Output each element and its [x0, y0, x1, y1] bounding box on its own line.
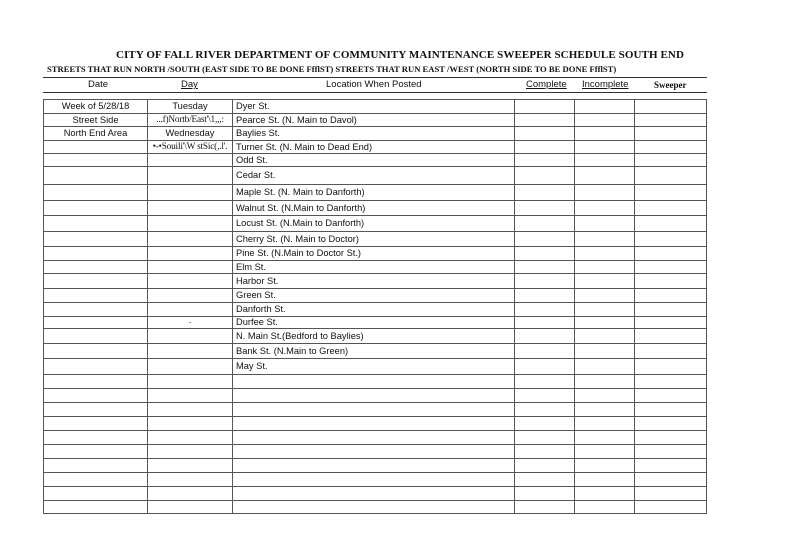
day-cell: Wednesday: [148, 127, 233, 141]
incomplete-cell: [575, 247, 635, 261]
day-cell: ·: [148, 317, 233, 329]
schedule-table: [43, 99, 707, 514]
date-cell: [44, 232, 148, 247]
incomplete-cell: [575, 303, 635, 317]
location-cell: Pine St. (N.Main to Doctor St.): [233, 247, 515, 261]
day-cell: [148, 329, 233, 344]
table-row: [44, 247, 707, 261]
day-cell: [148, 216, 233, 232]
location-cell: Baylies St.: [233, 127, 515, 141]
date-cell: [44, 375, 148, 389]
complete-cell: [515, 154, 575, 167]
incomplete-cell: [575, 375, 635, 389]
complete-cell: [515, 344, 575, 359]
header-day: Day: [181, 79, 198, 90]
location-cell: Pearce St. (N. Main to Davol): [233, 114, 515, 127]
complete-cell: [515, 141, 575, 154]
header-top-rule: [43, 77, 707, 78]
table-row: [44, 154, 707, 167]
complete-cell: [515, 216, 575, 232]
day-cell: [148, 185, 233, 201]
table-row: [44, 473, 707, 487]
sweeper-cell: [635, 459, 707, 473]
table-row: [44, 303, 707, 317]
day-cell: [148, 289, 233, 303]
date-cell: [44, 417, 148, 431]
date-cell: [44, 403, 148, 417]
day-cell: [148, 473, 233, 487]
date-cell: [44, 303, 148, 317]
table-row: [44, 185, 707, 201]
complete-cell: [515, 431, 575, 445]
complete-cell: [515, 232, 575, 247]
date-cell: North End Area: [44, 127, 148, 141]
day-cell: [148, 389, 233, 403]
date-cell: [44, 289, 148, 303]
date-cell: [44, 473, 148, 487]
sweeper-cell: [635, 303, 707, 317]
date-cell: [44, 141, 148, 154]
day-cell: [148, 359, 233, 375]
location-cell: Locust St. (N.Main to Danforth): [233, 216, 515, 232]
location-cell: [233, 445, 515, 459]
complete-cell: [515, 317, 575, 329]
table-row: [44, 487, 707, 501]
sweeper-cell: [635, 289, 707, 303]
incomplete-cell: [575, 431, 635, 445]
complete-cell: [515, 501, 575, 514]
incomplete-cell: [575, 389, 635, 403]
complete-cell: [515, 114, 575, 127]
table-row: [44, 431, 707, 445]
complete-cell: [515, 261, 575, 274]
table-row: [44, 289, 707, 303]
incomplete-cell: [575, 232, 635, 247]
sweeper-cell: [635, 185, 707, 201]
table-row: [44, 141, 707, 154]
location-cell: Cherry St. (N. Main to Doctor): [233, 232, 515, 247]
sweeper-cell: [635, 389, 707, 403]
date-cell: [44, 167, 148, 185]
day-cell: [148, 417, 233, 431]
header-date: Date: [88, 79, 109, 90]
incomplete-cell: [575, 501, 635, 514]
sweeper-cell: [635, 201, 707, 216]
incomplete-cell: [575, 344, 635, 359]
complete-cell: [515, 403, 575, 417]
date-cell: [44, 274, 148, 289]
location-cell: N. Main St.(Bedford to Baylies): [233, 329, 515, 344]
location-cell: [233, 375, 515, 389]
location-cell: [233, 431, 515, 445]
sweeper-cell: [635, 501, 707, 514]
sweeper-cell: [635, 431, 707, 445]
location-cell: Green St.: [233, 289, 515, 303]
complete-cell: [515, 417, 575, 431]
location-cell: [233, 501, 515, 514]
day-cell: [148, 167, 233, 185]
incomplete-cell: [575, 100, 635, 114]
date-cell: Week of 5/28/18: [44, 100, 148, 114]
date-cell: [44, 317, 148, 329]
complete-cell: [515, 375, 575, 389]
sweeper-cell: [635, 445, 707, 459]
sweeper-cell: [635, 127, 707, 141]
incomplete-cell: [575, 445, 635, 459]
table-row: [44, 201, 707, 216]
table-row: [44, 501, 707, 514]
complete-cell: [515, 389, 575, 403]
document-subtitle: STREETS THAT RUN NORTH /SOUTH (EAST SIDE TO BE DONE FfflST) STREETS THAT RUN EAST /WEST (NORTH SIDE TO BE DONE FfflST): [47, 64, 617, 74]
schedule-table-body: [44, 100, 707, 514]
day-cell: [148, 375, 233, 389]
location-cell: Cedar St.: [233, 167, 515, 185]
incomplete-cell: [575, 403, 635, 417]
sweeper-cell: [635, 329, 707, 344]
table-row: [44, 274, 707, 289]
location-cell: May St.: [233, 359, 515, 375]
date-cell: [44, 329, 148, 344]
incomplete-cell: [575, 329, 635, 344]
complete-cell: [515, 167, 575, 185]
day-cell: Tuesday: [148, 100, 233, 114]
day-cell: [148, 403, 233, 417]
day-cell: [148, 232, 233, 247]
incomplete-cell: [575, 317, 635, 329]
sweeper-cell: [635, 274, 707, 289]
sweeper-cell: [635, 232, 707, 247]
table-row: [44, 317, 707, 329]
location-cell: Turner St. (N. Main to Dead End): [233, 141, 515, 154]
incomplete-cell: [575, 216, 635, 232]
day-cell: [148, 201, 233, 216]
location-cell: [233, 459, 515, 473]
location-cell: [233, 417, 515, 431]
date-cell: [44, 216, 148, 232]
header-bottom-rule: [43, 92, 707, 93]
sweeper-cell: [635, 216, 707, 232]
sweeper-cell: [635, 261, 707, 274]
day-cell: ...f)Nortb/East'\1,,,:: [148, 114, 233, 127]
sweeper-cell: [635, 403, 707, 417]
incomplete-cell: [575, 167, 635, 185]
table-row: [44, 329, 707, 344]
date-cell: [44, 445, 148, 459]
incomplete-cell: [575, 261, 635, 274]
table-row: [44, 344, 707, 359]
incomplete-cell: [575, 487, 635, 501]
day-cell: [148, 274, 233, 289]
sweeper-cell: [635, 359, 707, 375]
complete-cell: [515, 185, 575, 201]
sweeper-cell: [635, 114, 707, 127]
incomplete-cell: [575, 289, 635, 303]
complete-cell: [515, 359, 575, 375]
location-cell: [233, 403, 515, 417]
incomplete-cell: [575, 141, 635, 154]
incomplete-cell: [575, 359, 635, 375]
table-row: [44, 445, 707, 459]
location-cell: Odd St.: [233, 154, 515, 167]
sweeper-cell: [635, 487, 707, 501]
date-cell: Street Side: [44, 114, 148, 127]
incomplete-cell: [575, 114, 635, 127]
sweeper-cell: [635, 417, 707, 431]
day-cell: [148, 154, 233, 167]
sweeper-cell: [635, 100, 707, 114]
sweeper-cell: [635, 247, 707, 261]
table-row: [44, 359, 707, 375]
incomplete-cell: [575, 473, 635, 487]
day-cell: [148, 501, 233, 514]
incomplete-cell: [575, 127, 635, 141]
day-cell: [148, 247, 233, 261]
day-cell: •-•Souili'\W stSic(,.l'.: [148, 141, 233, 154]
incomplete-cell: [575, 274, 635, 289]
table-row: [44, 403, 707, 417]
table-row: [44, 114, 707, 127]
date-cell: [44, 459, 148, 473]
location-cell: Dyer St.: [233, 100, 515, 114]
location-cell: [233, 473, 515, 487]
incomplete-cell: [575, 185, 635, 201]
complete-cell: [515, 201, 575, 216]
sweeper-cell: [635, 375, 707, 389]
day-cell: [148, 261, 233, 274]
incomplete-cell: [575, 417, 635, 431]
complete-cell: [515, 127, 575, 141]
date-cell: [44, 431, 148, 445]
complete-cell: [515, 274, 575, 289]
table-row: [44, 389, 707, 403]
table-row: [44, 167, 707, 185]
complete-cell: [515, 487, 575, 501]
table-row: [44, 261, 707, 274]
location-cell: Elm St.: [233, 261, 515, 274]
location-cell: Maple St. (N. Main to Danforth): [233, 185, 515, 201]
header-complete: Complete: [526, 79, 567, 90]
header-location: Location When Posted: [326, 79, 422, 90]
date-cell: [44, 201, 148, 216]
incomplete-cell: [575, 154, 635, 167]
location-cell: Bank St. (N.Main to Green): [233, 344, 515, 359]
location-cell: Durfee St.: [233, 317, 515, 329]
incomplete-cell: [575, 201, 635, 216]
complete-cell: [515, 289, 575, 303]
sweeper-cell: [635, 473, 707, 487]
date-cell: [44, 247, 148, 261]
day-cell: [148, 487, 233, 501]
day-cell: [148, 459, 233, 473]
sweeper-cell: [635, 344, 707, 359]
sweeper-cell: [635, 317, 707, 329]
complete-cell: [515, 247, 575, 261]
sweeper-cell: [635, 167, 707, 185]
date-cell: [44, 185, 148, 201]
day-cell: [148, 431, 233, 445]
location-cell: [233, 389, 515, 403]
day-cell: [148, 445, 233, 459]
complete-cell: [515, 459, 575, 473]
sweeper-cell: [635, 154, 707, 167]
table-row: [44, 459, 707, 473]
table-row: [44, 232, 707, 247]
table-row: [44, 216, 707, 232]
table-row: [44, 127, 707, 141]
location-cell: Walnut St. (N.Main to Danforth): [233, 201, 515, 216]
complete-cell: [515, 445, 575, 459]
date-cell: [44, 501, 148, 514]
table-row: [44, 100, 707, 114]
table-row: [44, 417, 707, 431]
complete-cell: [515, 100, 575, 114]
day-cell: [148, 303, 233, 317]
date-cell: [44, 154, 148, 167]
incomplete-cell: [575, 459, 635, 473]
date-cell: [44, 344, 148, 359]
complete-cell: [515, 329, 575, 344]
complete-cell: [515, 473, 575, 487]
header-incomplete: Incomplete: [582, 79, 629, 90]
date-cell: [44, 487, 148, 501]
location-cell: [233, 487, 515, 501]
date-cell: [44, 261, 148, 274]
document-title: CITY OF FALL RIVER DEPARTMENT OF COMMUNITY MAINTENANCE SWEEPER SCHEDULE SOUTH END: [115, 49, 685, 61]
date-cell: [44, 359, 148, 375]
complete-cell: [515, 303, 575, 317]
table-row: [44, 375, 707, 389]
day-cell: [148, 344, 233, 359]
location-cell: Danforth St.: [233, 303, 515, 317]
header-sweeper: Sweeper: [654, 80, 687, 90]
sweeper-cell: [635, 141, 707, 154]
date-cell: [44, 389, 148, 403]
location-cell: Harbor St.: [233, 274, 515, 289]
